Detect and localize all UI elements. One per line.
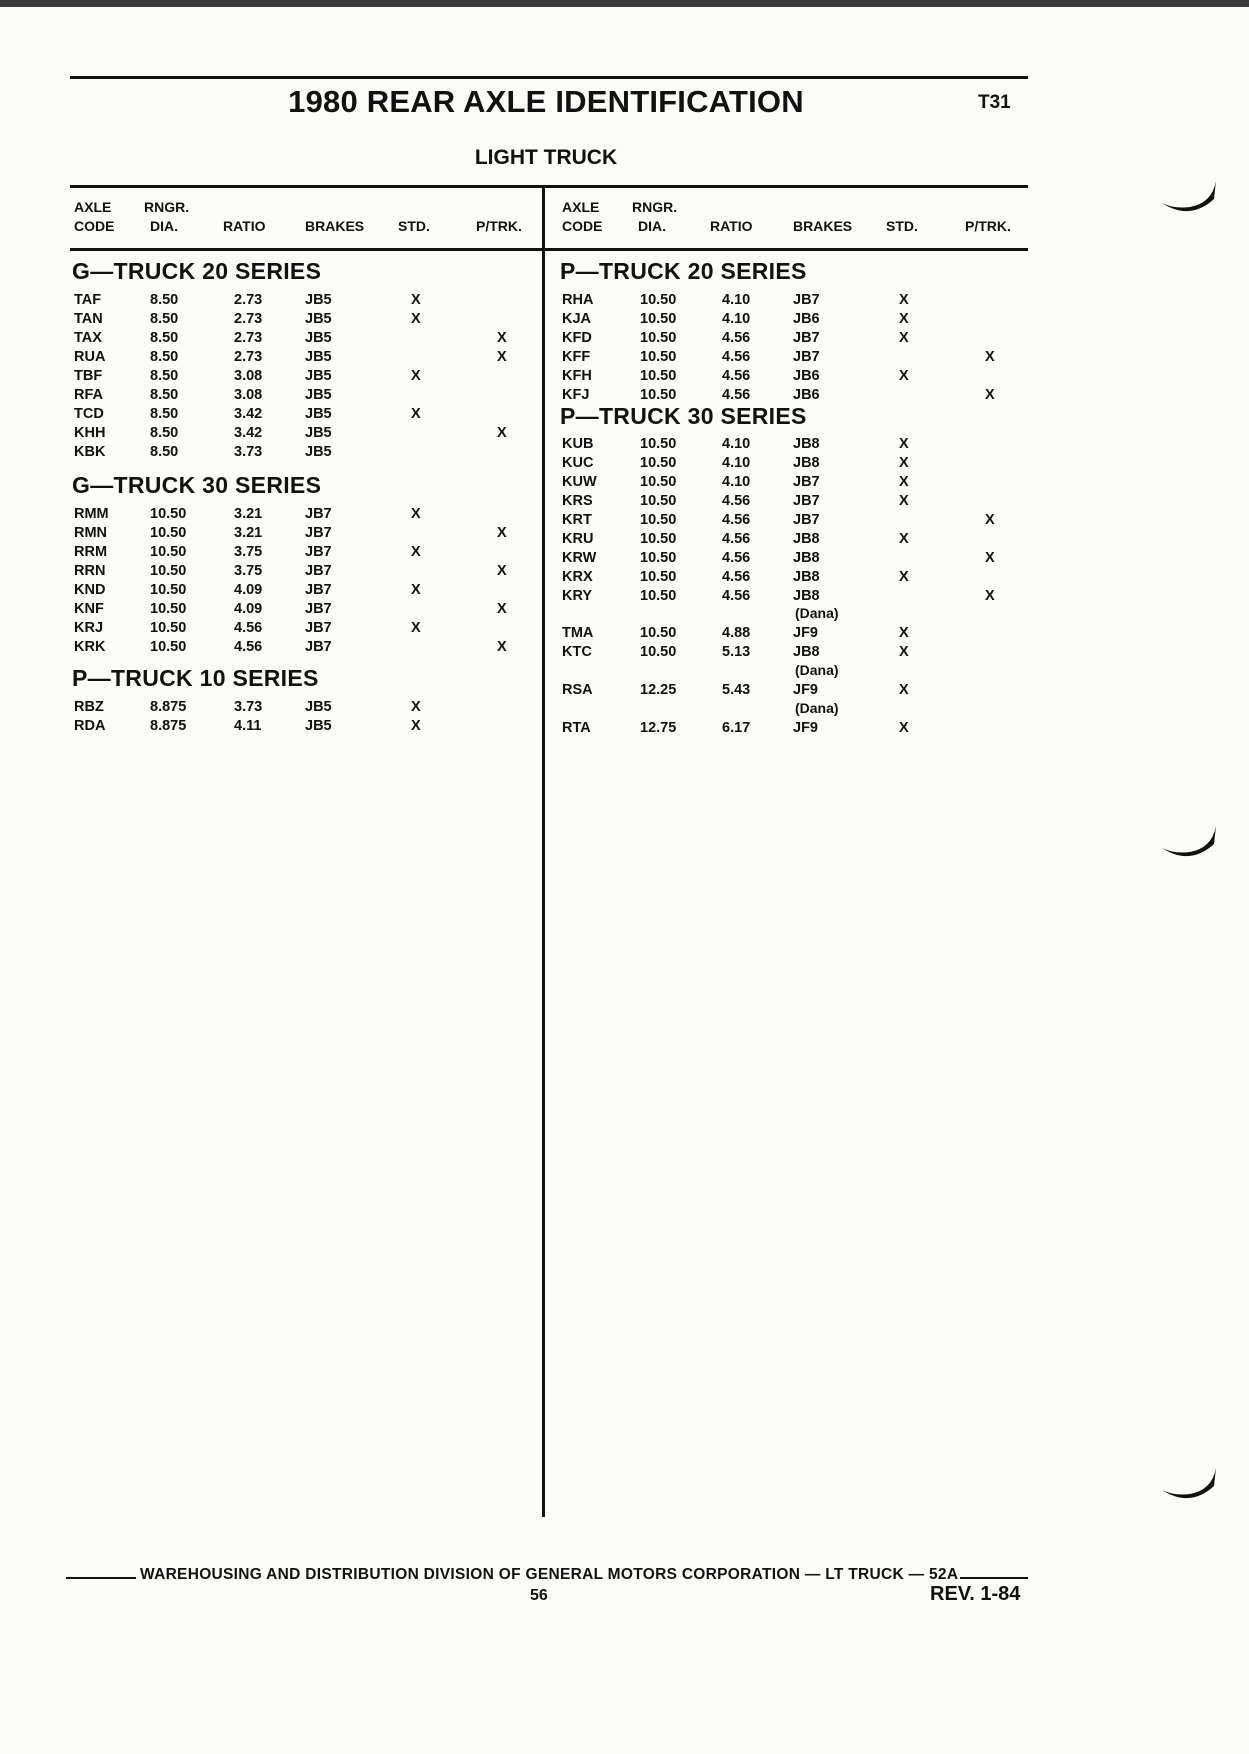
cell-rngr-dia: 10.50 (640, 493, 677, 509)
cell-brakes: JB5 (305, 368, 332, 384)
cell-axle-code: TBF (74, 368, 103, 384)
cell-brakes: JB5 (305, 387, 332, 403)
table-row (0, 435, 1249, 454)
cell-brakes: JB7 (793, 493, 820, 509)
cell-axle-code: KRX (562, 569, 593, 585)
cell-ratio: 4.56 (234, 620, 263, 636)
cell-axle-code: TCD (74, 406, 104, 422)
section-title-g30: G—TRUCK 30 SERIES (72, 472, 322, 498)
cell-rngr-dia: 8.50 (150, 349, 179, 365)
cell-rngr-dia: 10.50 (150, 582, 187, 598)
cell-ratio: 3.73 (234, 699, 263, 715)
binder-hook-mark (1160, 820, 1220, 870)
page-code: T31 (978, 92, 1011, 113)
cell-ratio: 4.10 (722, 455, 751, 471)
cell-axle-code: RDA (74, 718, 106, 734)
cell-rngr-dia: 8.50 (150, 387, 179, 403)
cell-std-mark: X (411, 620, 421, 636)
cell-ratio: 4.56 (722, 349, 751, 365)
cell-rngr-dia: 8.50 (150, 292, 179, 308)
cell-ratio: 4.11 (234, 718, 262, 734)
cell-brakes: JB6 (793, 311, 820, 327)
cell-std-mark: X (411, 544, 421, 560)
section-title-p20: P—TRUCK 20 SERIES (560, 258, 807, 284)
table-row (0, 310, 1249, 329)
cell-ratio: 4.09 (234, 582, 263, 598)
table-row (0, 473, 1249, 492)
cell-ptrk-mark: X (985, 588, 995, 604)
cell-axle-code: RRN (74, 563, 106, 579)
cell-brakes: JB5 (305, 444, 332, 460)
cell-brakes: JB7 (305, 563, 332, 579)
cell-brakes: JB7 (793, 292, 820, 308)
cell-std-mark: X (899, 455, 909, 471)
header-top-rule (70, 185, 1028, 188)
cell-std-mark: X (899, 682, 909, 698)
cell-std-mark: X (411, 406, 421, 422)
cell-axle-code: KND (74, 582, 106, 598)
cell-std-mark: X (411, 699, 421, 715)
cell-brakes: JB7 (793, 512, 820, 528)
cell-std-mark: X (411, 368, 421, 384)
cell-rngr-dia: 10.50 (150, 620, 187, 636)
cell-std-mark: X (899, 330, 909, 346)
header-brakes: BRAKES (305, 218, 365, 234)
cell-rngr-dia: 10.50 (150, 639, 187, 655)
footer-text: WAREHOUSING AND DISTRIBUTION DIVISION OF GENERAL MOTORS CORPORATION — LT TRUCK — 52A (140, 1566, 959, 1583)
cell-axle-code: KJA (562, 311, 592, 327)
cell-brakes: JB7 (305, 506, 332, 522)
table-row (0, 568, 1249, 587)
cell-rngr-dia: 8.50 (150, 330, 179, 346)
cell-ratio: 4.56 (722, 550, 751, 566)
cell-std-mark: X (899, 292, 909, 308)
header-axle-code: AXLE CODE (74, 199, 115, 234)
header-ratio: RATIO (223, 218, 266, 234)
cell-axle-code: KFH (562, 368, 592, 384)
header-std: STD. (398, 218, 430, 234)
cell-axle-code: RHA (562, 292, 594, 308)
cell-rngr-dia: 10.50 (640, 625, 677, 641)
binder-hook-mark (1160, 1462, 1220, 1512)
cell-axle-code: TAX (74, 330, 102, 346)
revision-label: REV. 1-84 (930, 1583, 1021, 1605)
cell-rngr-dia: 10.50 (640, 474, 677, 490)
cell-ratio: 3.42 (234, 406, 263, 422)
table-row (0, 587, 1249, 606)
cell-ptrk-mark: X (497, 639, 507, 655)
cell-ratio: 4.10 (722, 292, 751, 308)
cell-std-mark: X (899, 625, 909, 641)
cell-ratio: 2.73 (234, 349, 263, 365)
cell-brakes: JB7 (305, 544, 332, 560)
page-title: 1980 REAR AXLE IDENTIFICATION (288, 84, 804, 119)
cell-std-mark: X (899, 569, 909, 585)
section-title-g20: G—TRUCK 20 SERIES (72, 258, 322, 284)
cell-rngr-dia: 8.50 (150, 406, 179, 422)
top-rule (70, 76, 1028, 79)
cell-brakes: JB7 (305, 582, 332, 598)
cell-axle-code: RSA (562, 682, 593, 698)
cell-brakes: JF9 (793, 625, 818, 641)
cell-rngr-dia: 10.50 (640, 455, 677, 471)
cell-axle-code: KRY (562, 588, 593, 604)
cell-std-mark: X (899, 720, 909, 736)
footer-rule-right (960, 1577, 1028, 1579)
cell-ratio: 4.56 (722, 531, 751, 547)
cell-axle-code: KRJ (74, 620, 104, 636)
cell-brakes: JB5 (305, 292, 332, 308)
header-ratio-right: RATIO (710, 218, 753, 234)
cell-rngr-dia: 10.50 (640, 550, 677, 566)
cell-ratio: 3.73 (234, 444, 263, 460)
table-row (0, 719, 1249, 738)
cell-rngr-dia: 10.50 (640, 368, 677, 384)
cell-std-mark: X (411, 718, 421, 734)
cell-ratio: 4.10 (722, 436, 751, 452)
cell-rngr-dia: 10.50 (150, 506, 187, 522)
table-row (0, 530, 1249, 549)
section-title-p30: P—TRUCK 30 SERIES (560, 403, 807, 429)
cell-ptrk-mark: X (985, 550, 995, 566)
table-row (0, 405, 1249, 424)
cell-rngr-dia: 12.75 (640, 720, 677, 736)
cell-brakes: JF9 (793, 720, 818, 736)
cell-axle-code: KNF (74, 601, 104, 617)
cell-ptrk-mark: X (497, 563, 507, 579)
cell-ptrk-mark: X (497, 330, 507, 346)
cell-axle-code: RRM (74, 544, 108, 560)
cell-brakes: JB5 (305, 406, 332, 422)
cell-ratio: 2.73 (234, 311, 263, 327)
cell-rngr-dia: 10.50 (640, 349, 677, 365)
cell-std-mark: X (411, 311, 421, 327)
section-title-p10: P—TRUCK 10 SERIES (72, 665, 319, 691)
cell-ratio: 4.88 (722, 625, 751, 641)
cell-brakes: JB5 (305, 425, 332, 441)
cell-rngr-dia: 10.50 (640, 292, 677, 308)
cell-axle-code: RMM (74, 506, 109, 522)
cell-rngr-dia: 10.50 (640, 644, 677, 660)
cell-ratio: 4.56 (722, 387, 751, 403)
cell-axle-code: KUB (562, 436, 594, 452)
cell-brakes: JB5 (305, 311, 332, 327)
cell-brakes: JB5 (305, 349, 332, 365)
cell-rngr-dia: 10.50 (150, 544, 187, 560)
table-row (0, 681, 1249, 700)
cell-brakes: JB8 (793, 531, 820, 547)
cell-ratio: 3.21 (234, 506, 263, 522)
cell-brakes: JB7 (793, 474, 820, 490)
cell-brakes: JF9 (793, 682, 818, 698)
cell-brakes: JB5 (305, 330, 332, 346)
cell-brakes: JB8 (793, 588, 820, 604)
cell-axle-code: KRS (562, 493, 593, 509)
table-row (0, 291, 1249, 310)
cell-brakes: JB7 (305, 525, 332, 541)
cell-brakes: JB7 (793, 349, 820, 365)
cell-rngr-dia: 10.50 (150, 563, 187, 579)
cell-ratio: 5.43 (722, 682, 751, 698)
cell-std-mark: X (899, 368, 909, 384)
cell-axle-code: RUA (74, 349, 106, 365)
cell-brakes: JB7 (305, 601, 332, 617)
cell-brakes: JB8 (793, 644, 820, 660)
table-row (0, 348, 1249, 367)
cell-ratio: 2.73 (234, 292, 263, 308)
cell-ratio: 4.56 (722, 493, 751, 509)
cell-std-mark: X (411, 506, 421, 522)
cell-std-mark: X (899, 644, 909, 660)
cell-rngr-dia: 10.50 (640, 311, 677, 327)
cell-axle-code: TAF (74, 292, 102, 308)
cell-std-mark: X (411, 292, 421, 308)
cell-std-mark: X (899, 474, 909, 490)
cell-brakes: JB8 (793, 436, 820, 452)
cell-ptrk-mark: X (985, 512, 995, 528)
cell-rngr-dia: 10.50 (150, 525, 187, 541)
header-bottom-rule (70, 248, 1028, 251)
cell-axle-code: TAN (74, 311, 103, 327)
cell-axle-code: KTC (562, 644, 592, 660)
cell-ptrk-mark: X (985, 349, 995, 365)
cell-axle-code: KRU (562, 531, 594, 547)
binder-hook-mark (1160, 175, 1220, 225)
cell-ratio: 4.56 (722, 368, 751, 384)
cell-brakes: JB5 (305, 699, 332, 715)
dana-note-kry: (Dana) (795, 605, 839, 621)
cell-std-mark: X (899, 493, 909, 509)
cell-ratio: 4.56 (722, 588, 751, 604)
cell-brakes: JB6 (793, 387, 820, 403)
cell-std-mark: X (899, 531, 909, 547)
header-axle-code-right: AXLE CODE (562, 199, 603, 234)
cell-ratio: 4.56 (722, 569, 751, 585)
header-rngr-dia: RNGR. DIA. (144, 199, 190, 234)
cell-brakes: JB6 (793, 368, 820, 384)
cell-std-mark: X (899, 436, 909, 452)
header-std-right: STD. (886, 218, 918, 234)
cell-axle-code: KUC (562, 455, 594, 471)
header-brakes-right: BRAKES (793, 218, 853, 234)
cell-rngr-dia: 10.50 (640, 387, 677, 403)
cell-ratio: 6.17 (722, 720, 751, 736)
cell-axle-code: KFJ (562, 387, 590, 403)
cell-rngr-dia: 10.50 (640, 436, 677, 452)
cell-axle-code: KBK (74, 444, 106, 460)
cell-brakes: JB7 (793, 330, 820, 346)
cell-rngr-dia: 12.25 (640, 682, 677, 698)
cell-brakes: JB5 (305, 718, 332, 734)
cell-ratio: 3.08 (234, 368, 263, 384)
cell-rngr-dia: 8.50 (150, 444, 179, 460)
cell-ptrk-mark: X (497, 525, 507, 541)
page-number: 56 (530, 1587, 548, 1604)
scan-top-band (0, 0, 1249, 7)
cell-ratio: 2.73 (234, 330, 263, 346)
cell-ratio: 4.56 (722, 512, 751, 528)
dana-note-ktc: (Dana) (795, 662, 839, 678)
cell-brakes: JB7 (305, 620, 332, 636)
cell-rngr-dia: 8.875 (150, 699, 187, 715)
table-row (0, 643, 1249, 662)
header-ptrk-right: P/TRK. (965, 218, 1011, 234)
cell-brakes: JB8 (793, 569, 820, 585)
cell-ratio: 4.10 (722, 311, 751, 327)
cell-ratio: 4.56 (234, 639, 263, 655)
table-row (0, 511, 1249, 530)
cell-ratio: 3.08 (234, 387, 263, 403)
cell-axle-code: RFA (74, 387, 103, 403)
cell-rngr-dia: 10.50 (640, 588, 677, 604)
cell-axle-code: KFD (562, 330, 592, 346)
cell-std-mark: X (899, 311, 909, 327)
cell-axle-code: RBZ (74, 699, 104, 715)
cell-ptrk-mark: X (497, 601, 507, 617)
cell-ratio: 3.21 (234, 525, 263, 541)
cell-rngr-dia: 10.50 (640, 330, 677, 346)
table-row (0, 454, 1249, 473)
table-row (0, 624, 1249, 643)
cell-rngr-dia: 8.875 (150, 718, 187, 734)
cell-ptrk-mark: X (985, 387, 995, 403)
page-subtitle: LIGHT TRUCK (474, 146, 618, 169)
cell-ratio: 4.09 (234, 601, 263, 617)
cell-rngr-dia: 10.50 (640, 531, 677, 547)
table-row (0, 367, 1249, 386)
cell-ratio: 3.42 (234, 425, 263, 441)
header-ptrk: P/TRK. (476, 218, 522, 234)
cell-brakes: JB8 (793, 550, 820, 566)
table-row (0, 698, 1249, 717)
cell-std-mark: X (411, 582, 421, 598)
cell-brakes: JB8 (793, 455, 820, 471)
cell-axle-code: KRW (562, 550, 597, 566)
table-row (0, 492, 1249, 511)
cell-axle-code: RTA (562, 720, 591, 736)
cell-axle-code: KRK (74, 639, 106, 655)
cell-rngr-dia: 8.50 (150, 425, 179, 441)
cell-ratio: 5.13 (722, 644, 751, 660)
cell-rngr-dia: 10.50 (150, 601, 187, 617)
cell-brakes: JB7 (305, 639, 332, 655)
cell-ratio: 4.56 (722, 330, 751, 346)
footer-rule-left (66, 1577, 136, 1579)
table-row (0, 549, 1249, 568)
cell-rngr-dia: 10.50 (640, 512, 677, 528)
dana-note-rsa: (Dana) (795, 700, 839, 716)
table-row (0, 329, 1249, 348)
cell-axle-code: KUW (562, 474, 597, 490)
cell-axle-code: KHH (74, 425, 106, 441)
cell-ratio: 3.75 (234, 544, 263, 560)
table-row (0, 386, 1249, 405)
cell-axle-code: KRT (562, 512, 592, 528)
cell-axle-code: KFF (562, 349, 591, 365)
cell-ptrk-mark: X (497, 425, 507, 441)
header-rngr-dia-right: RNGR. DIA. (632, 199, 678, 234)
cell-ptrk-mark: X (497, 349, 507, 365)
cell-axle-code: RMN (74, 525, 108, 541)
cell-rngr-dia: 8.50 (150, 368, 179, 384)
cell-rngr-dia: 10.50 (640, 569, 677, 585)
cell-rngr-dia: 8.50 (150, 311, 179, 327)
cell-ratio: 4.10 (722, 474, 751, 490)
cell-axle-code: TMA (562, 625, 594, 641)
cell-ratio: 3.75 (234, 563, 263, 579)
